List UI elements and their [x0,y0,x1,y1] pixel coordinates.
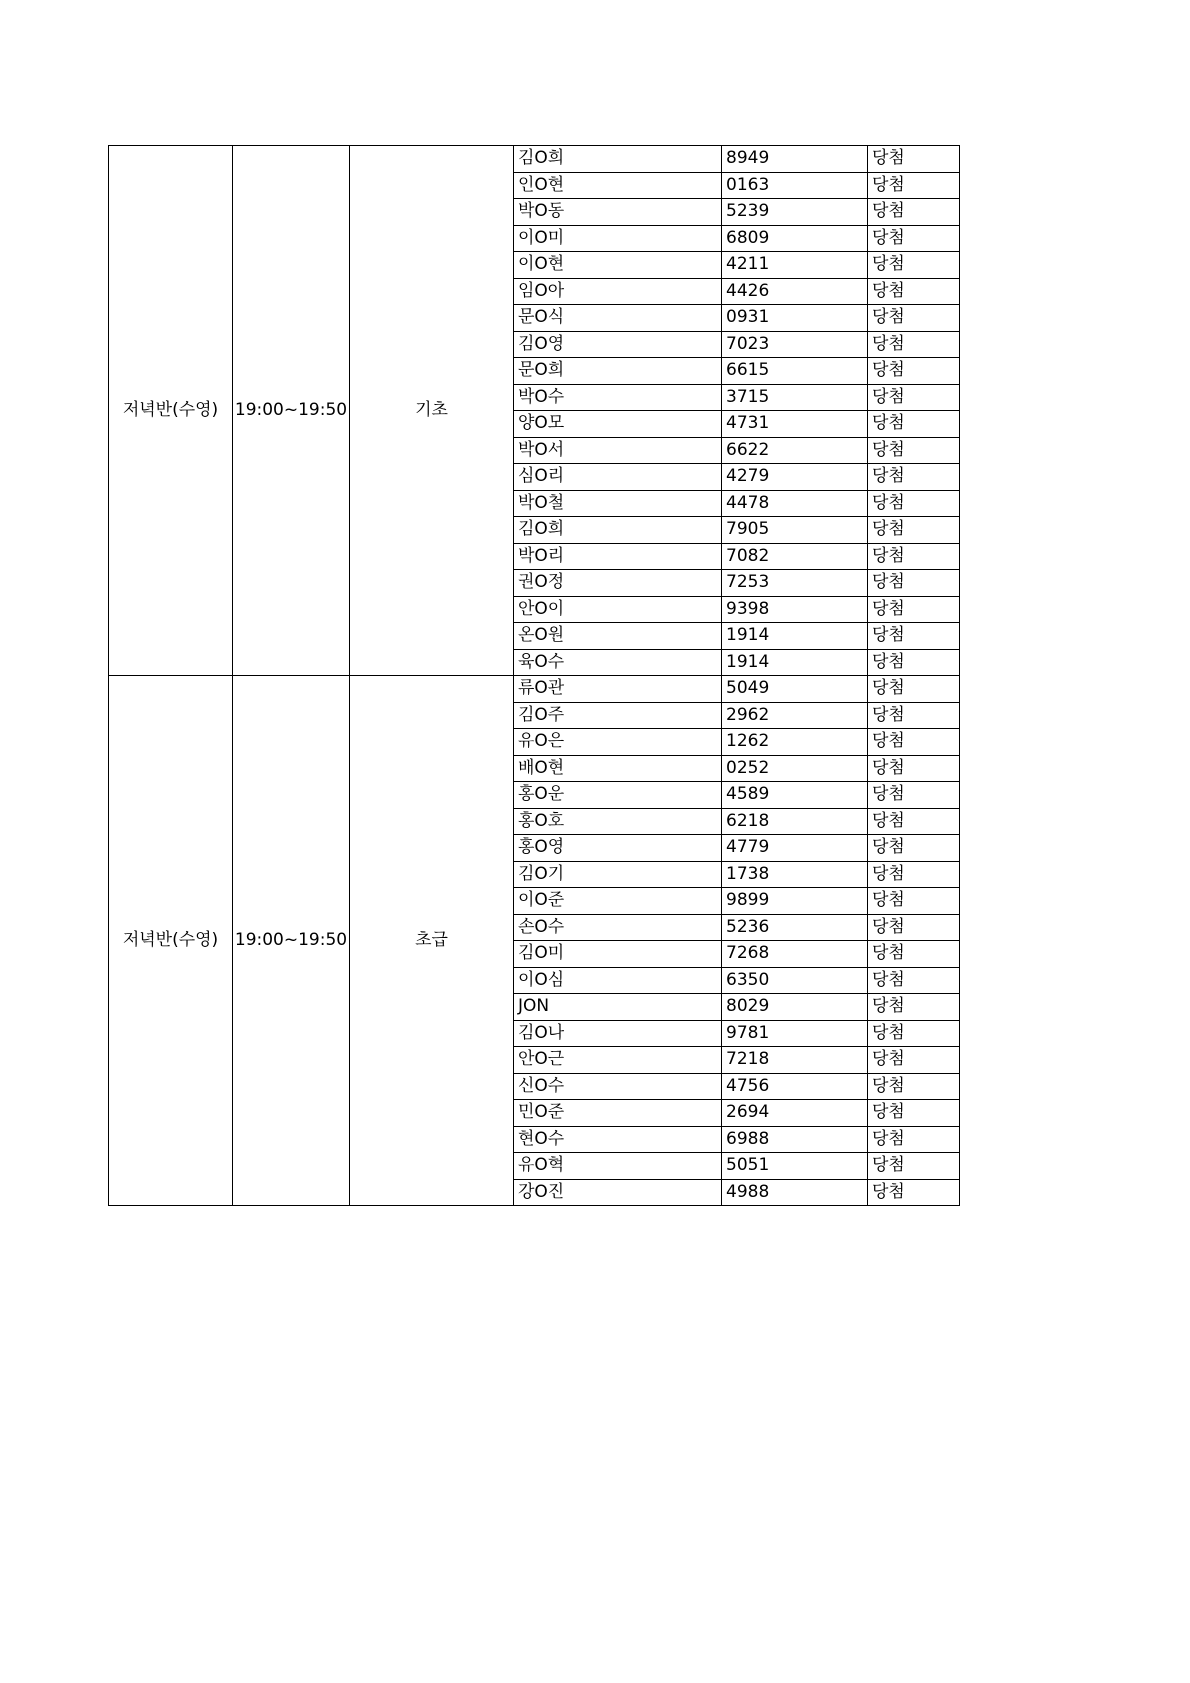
class-time-cell: 19:00~19:50 [233,676,350,1206]
phone-digits-cell: 4731 [722,411,868,438]
phone-digits-cell: 4211 [722,252,868,279]
phone-digits-cell: 6615 [722,358,868,385]
result-cell: 당첨 [868,1047,960,1074]
applicant-name-cell: 박O수 [514,384,722,411]
phone-digits-cell: 2694 [722,1100,868,1127]
applicant-name-cell: 현O수 [514,1126,722,1153]
result-cell: 당첨 [868,835,960,862]
applicant-name-cell: 안O이 [514,596,722,623]
table-row [109,676,960,703]
phone-digits-cell: 1914 [722,649,868,676]
applicant-name-cell: 유O은 [514,729,722,756]
phone-digits-cell: 9899 [722,888,868,915]
applicant-name-cell: 심O리 [514,464,722,491]
applicant-name-cell: 홍O영 [514,835,722,862]
applicant-name-cell: 손O수 [514,914,722,941]
result-cell: 당첨 [868,1153,960,1180]
applicant-name-cell: 권O정 [514,570,722,597]
applicant-name-cell: 문O희 [514,358,722,385]
applicant-name-cell: 이O심 [514,967,722,994]
class-name-cell: 저녁반(수영) [109,146,233,676]
result-cell: 당첨 [868,358,960,385]
result-cell: 당첨 [868,782,960,809]
phone-digits-cell: 7268 [722,941,868,968]
phone-digits-cell: 6350 [722,967,868,994]
phone-digits-cell: 5051 [722,1153,868,1180]
phone-digits-cell: 4279 [722,464,868,491]
applicant-name-cell: JON [514,994,722,1021]
result-cell: 당첨 [868,941,960,968]
applicant-name-cell: 신O수 [514,1073,722,1100]
result-cell: 당첨 [868,411,960,438]
phone-digits-cell: 7905 [722,517,868,544]
result-cell: 당첨 [868,755,960,782]
phone-digits-cell: 4426 [722,278,868,305]
phone-digits-cell: 6218 [722,808,868,835]
phone-digits-cell: 9781 [722,1020,868,1047]
applicant-name-cell: 이O현 [514,252,722,279]
applicant-name-cell: 박O동 [514,199,722,226]
phone-digits-cell: 6622 [722,437,868,464]
phone-digits-cell: 1262 [722,729,868,756]
applicant-name-cell: 온O원 [514,623,722,650]
result-cell: 당첨 [868,490,960,517]
applicant-name-cell: 류O관 [514,676,722,703]
phone-digits-cell: 0252 [722,755,868,782]
result-cell: 당첨 [868,225,960,252]
phone-digits-cell: 4779 [722,835,868,862]
result-cell: 당첨 [868,199,960,226]
class-level-cell: 기초 [350,146,514,676]
result-cell: 당첨 [868,1100,960,1127]
phone-digits-cell: 1738 [722,861,868,888]
lottery-results-table [108,145,960,1206]
applicant-name-cell: 박O서 [514,437,722,464]
phone-digits-cell: 4756 [722,1073,868,1100]
table-row [109,146,960,173]
applicant-name-cell: 유O혁 [514,1153,722,1180]
result-cell: 당첨 [868,278,960,305]
result-cell: 당첨 [868,596,960,623]
result-cell: 당첨 [868,1179,960,1206]
applicant-name-cell: 박O리 [514,543,722,570]
applicant-name-cell: 박O철 [514,490,722,517]
result-cell: 당첨 [868,1126,960,1153]
phone-digits-cell: 7218 [722,1047,868,1074]
lottery-results-body [109,146,960,1206]
phone-digits-cell: 1914 [722,623,868,650]
result-cell: 당첨 [868,146,960,173]
class-time-cell: 19:00~19:50 [233,146,350,676]
phone-digits-cell: 6809 [722,225,868,252]
result-cell: 당첨 [868,994,960,1021]
applicant-name-cell: 홍O호 [514,808,722,835]
applicant-name-cell: 강O진 [514,1179,722,1206]
applicant-name-cell: 김O희 [514,517,722,544]
result-cell: 당첨 [868,1073,960,1100]
phone-digits-cell: 5236 [722,914,868,941]
result-cell: 당첨 [868,914,960,941]
applicant-name-cell: 이O준 [514,888,722,915]
result-cell: 당첨 [868,517,960,544]
phone-digits-cell: 2962 [722,702,868,729]
applicant-name-cell: 문O식 [514,305,722,332]
result-cell: 당첨 [868,172,960,199]
phone-digits-cell: 0931 [722,305,868,332]
applicant-name-cell: 김O미 [514,941,722,968]
result-cell: 당첨 [868,967,960,994]
applicant-name-cell: 인O현 [514,172,722,199]
applicant-name-cell: 민O준 [514,1100,722,1127]
phone-digits-cell: 7253 [722,570,868,597]
applicant-name-cell: 김O기 [514,861,722,888]
result-cell: 당첨 [868,676,960,703]
result-cell: 당첨 [868,464,960,491]
result-cell: 당첨 [868,305,960,332]
result-cell: 당첨 [868,808,960,835]
class-level-cell: 초급 [350,676,514,1206]
phone-digits-cell: 8029 [722,994,868,1021]
result-cell: 당첨 [868,702,960,729]
result-cell: 당첨 [868,437,960,464]
class-name-cell: 저녁반(수영) [109,676,233,1206]
applicant-name-cell: 배O현 [514,755,722,782]
applicant-name-cell: 안O근 [514,1047,722,1074]
result-cell: 당첨 [868,570,960,597]
phone-digits-cell: 0163 [722,172,868,199]
result-cell: 당첨 [868,861,960,888]
phone-digits-cell: 4589 [722,782,868,809]
applicant-name-cell: 김O나 [514,1020,722,1047]
result-cell: 당첨 [868,252,960,279]
applicant-name-cell: 김O주 [514,702,722,729]
result-cell: 당첨 [868,649,960,676]
applicant-name-cell: 김O영 [514,331,722,358]
phone-digits-cell: 9398 [722,596,868,623]
phone-digits-cell: 4478 [722,490,868,517]
phone-digits-cell: 5239 [722,199,868,226]
phone-digits-cell: 3715 [722,384,868,411]
phone-digits-cell: 8949 [722,146,868,173]
result-cell: 당첨 [868,543,960,570]
result-cell: 당첨 [868,888,960,915]
phone-digits-cell: 6988 [722,1126,868,1153]
phone-digits-cell: 4988 [722,1179,868,1206]
result-cell: 당첨 [868,1020,960,1047]
applicant-name-cell: 김O희 [514,146,722,173]
result-cell: 당첨 [868,623,960,650]
applicant-name-cell: 홍O운 [514,782,722,809]
result-cell: 당첨 [868,729,960,756]
result-cell: 당첨 [868,384,960,411]
applicant-name-cell: 임O아 [514,278,722,305]
applicant-name-cell: 이O미 [514,225,722,252]
phone-digits-cell: 7023 [722,331,868,358]
result-cell: 당첨 [868,331,960,358]
applicant-name-cell: 양O모 [514,411,722,438]
phone-digits-cell: 5049 [722,676,868,703]
applicant-name-cell: 육O수 [514,649,722,676]
phone-digits-cell: 7082 [722,543,868,570]
